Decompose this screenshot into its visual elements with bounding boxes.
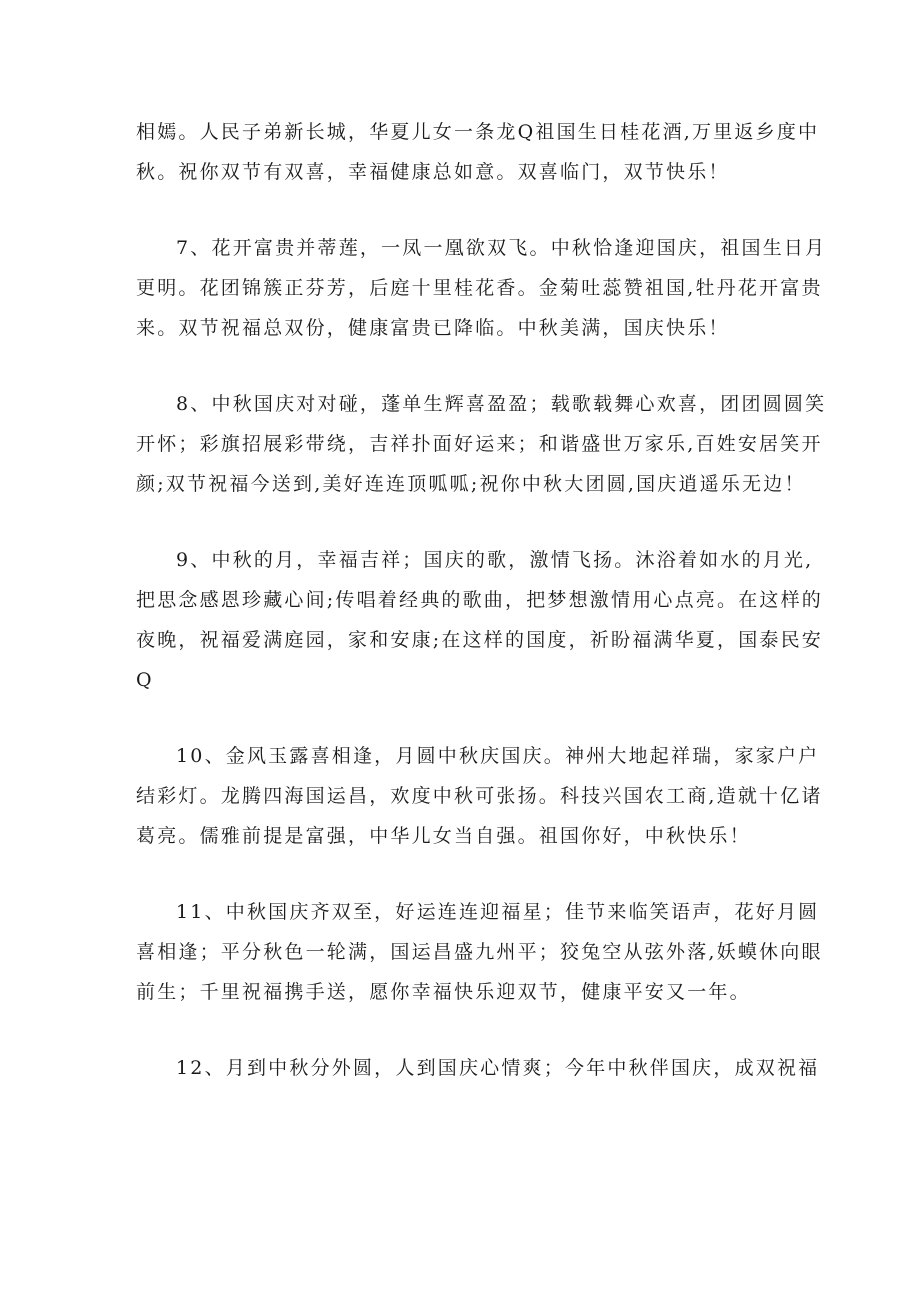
text-line: 12、月到中秋分外圆，人到国庆心情爽；今年中秋伴国庆，成双祝福: [176, 1057, 820, 1079]
text-line: 相嫣。人民子弟新长城，华夏儿女一条龙Q祖国生日桂花酒,万里返乡度中: [136, 121, 820, 143]
text-line: 8、中秋国庆对对碰，蓬单生辉喜盈盈；载歌载舞心欢喜，团团圆圆笑: [176, 393, 827, 415]
document-body: [136, 112, 827, 1124]
paragraph-8: [136, 384, 827, 504]
text-line: 结彩灯。龙腾四海国运昌，欢度中秋可张扬。科技兴国农工商,造就十亿诸: [136, 785, 823, 807]
text-line: 11、中秋国庆齐双至，好运连连迎福星；佳节来临笑语声，花好月圆: [176, 901, 820, 923]
text-line: 更明。花团锦簇正芬芳，后庭十里桂花香。金菊吐蕊赞祖国,牡丹花开富贵: [136, 277, 823, 299]
text-line: 夜晚，祝福爱满庭园，家和安康;在这样的国度，祈盼福满华夏，国泰民安: [136, 629, 824, 651]
paragraph-11: [136, 892, 823, 1012]
text-line: 9、中秋的月，幸福吉祥；国庆的歌，激情飞扬。沐浴着如水的月光,: [176, 549, 814, 571]
text-line: Q: [136, 669, 154, 691]
text-line: 秋。祝你双节有双喜，幸福健康总如意。双喜临门，双节快乐！: [136, 161, 730, 183]
paragraph-7: [136, 228, 827, 348]
text-line: 喜相逢；平分秋色一轮满，国运昌盛九州平；狡兔空从弦外落,妖蟆休向眼: [136, 941, 823, 963]
paragraph-12: [136, 1048, 820, 1088]
text-line: 7、花开富贵并蒂莲，一凤一凰欲双飞。中秋恰逢迎国庆，祖国生日月: [176, 237, 827, 259]
paragraph-10: [136, 736, 823, 856]
text-line: 开怀；彩旗招展彩带绕，吉祥扑面好运来；和谐盛世万家乐,百姓安居笑开: [136, 433, 823, 455]
text-line: 把思念感恩珍藏心间;传唱着经典的歌曲，把梦想激情用心点亮。在这样的: [136, 589, 824, 611]
text-line: 10、金风玉露喜相逢，月圆中秋庆国庆。神州大地起祥瑞，家家户户: [176, 745, 820, 767]
text-line: 颜;双节祝福今送到,美好连连顶呱呱;祝你中秋大团圆,国庆逍遥乐无边！: [136, 473, 806, 495]
paragraph-continuation: [136, 112, 820, 192]
text-line: 来。双节祝福总双份，健康富贵已降临。中秋美满，国庆快乐！: [136, 317, 730, 339]
text-line: 前生；千里祝福携手送，愿你幸福快乐迎双节，健康平安又一年。: [136, 981, 751, 1003]
paragraph-9: [136, 540, 824, 700]
text-line: 葛亮。儒雅前提是富强，中华儿女当自强。祖国你好，中秋快乐！: [136, 825, 751, 847]
